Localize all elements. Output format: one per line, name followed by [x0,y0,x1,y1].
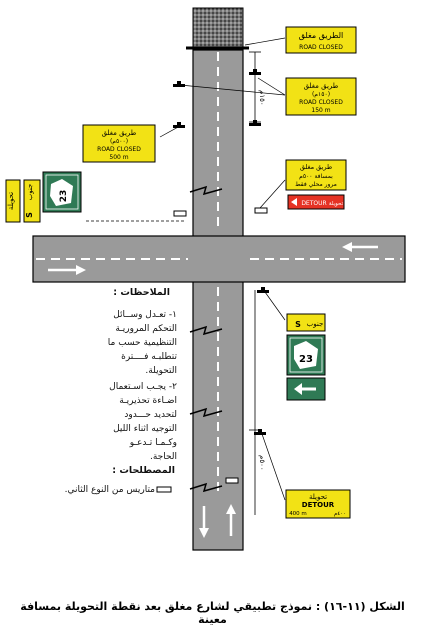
road-closed-ahead-sign [286,160,346,190]
note-2-line: الحاجة. [149,452,177,462]
svg-text:جنوب: جنوب [306,320,324,328]
svg-text:DETOUR: DETOUR [301,200,327,207]
note-2-line: اضـاءة تحذيريـة [119,396,177,406]
svg-text:23: 23 [59,189,69,203]
note-2-line: ٢- يجـب اسـتعمال [109,382,177,392]
note-2 [62,380,177,464]
svg-text:ROAD CLOSED: ROAD CLOSED [97,146,141,153]
road-closure-block [193,8,243,48]
svg-text:ROAD CLOSED: ROAD CLOSED [299,44,343,51]
south-sign-top [24,180,40,222]
barricade-type2 [226,478,238,483]
note-1 [62,308,177,378]
svg-text:S: S [295,320,301,329]
note-1-line: تتطلبـه فــــترة [121,352,177,362]
svg-text:150 m: 150 m [311,107,331,114]
note-2-line: لتحديد حـــدود [124,410,177,420]
svg-text:(١٥٠م): (١٥٠م) [311,91,331,98]
svg-text:DETOUR: DETOUR [301,501,335,509]
svg-text:جنوب: جنوب [26,183,34,201]
dimension-150m [249,52,261,122]
detour-arrow-sign [288,195,344,209]
svg-text:تحويلة: تحويلة [328,201,344,207]
svg-text:تحويلة: تحويلة [7,191,15,211]
detour-sign-400m [286,490,350,518]
dimension-500m [249,290,261,515]
detour-vertical-sign [6,180,20,222]
note-2-line: وكـمـا تـدعـو [129,438,177,448]
svg-text:S: S [25,212,34,218]
svg-text:طريق مغلق: طريق مغلق [303,82,339,90]
svg-text:ROAD CLOSED: ROAD CLOSED [299,99,343,106]
svg-text:(٥٠٠م): (٥٠٠م) [109,138,129,145]
note-1-line: التحكم المروريـة [115,324,177,334]
dimension-label-500: ٥٠٠م [258,455,266,471]
svg-text:الطريق مغلق: الطريق مغلق [298,31,344,40]
svg-text:400 m: 400 m [289,511,307,517]
svg-text:23: 23 [299,354,313,365]
svg-text:طريق مغلق: طريق مغلق [299,163,333,171]
svg-text:٤٠٠م: ٤٠٠م [333,511,347,517]
south-sign-bottom [287,314,325,331]
road-closed-sign-top [286,27,356,53]
note-2-line: التوجيه اثناء الليل [113,424,177,434]
svg-text:بمسافة ٥٠٠م: بمسافة ٥٠٠م [299,173,333,180]
legend-heading: المصطلحات : [112,465,175,476]
route-sign-top [43,172,81,212]
arrow-sign-bottom [287,378,325,400]
svg-text:مرور محلي فقط: مرور محلي فقط [295,181,337,188]
dimension-label-150: ١٥٠م [258,90,266,106]
svg-text:طريق مغلق: طريق مغلق [101,129,137,137]
note-1-line: التنظيمية حسب ما [107,338,177,348]
svg-text:تحويلة: تحويلة [308,493,328,501]
barricade-type2 [174,211,186,216]
barricade-type2 [255,208,267,213]
road-closed-sign-150m [286,78,356,115]
legend-barricade-symbol [157,487,171,492]
legend-item: متاريس من النوع الثاني. [64,485,155,495]
svg-text:500 m: 500 m [109,154,129,161]
road-closed-sign-500m [83,125,155,162]
notes-heading: الملاحظات : [113,287,170,298]
note-1-line: التحويلة. [145,366,177,376]
figure-caption: الشكل (١١-١٦) : نموذج تطبيقي لشارع مغلق بعد نقطة التحويلة بمسافة معينة [20,600,405,626]
note-1-line: ١- تعـدل وســائل [113,310,177,320]
route-sign-bottom [287,335,325,375]
